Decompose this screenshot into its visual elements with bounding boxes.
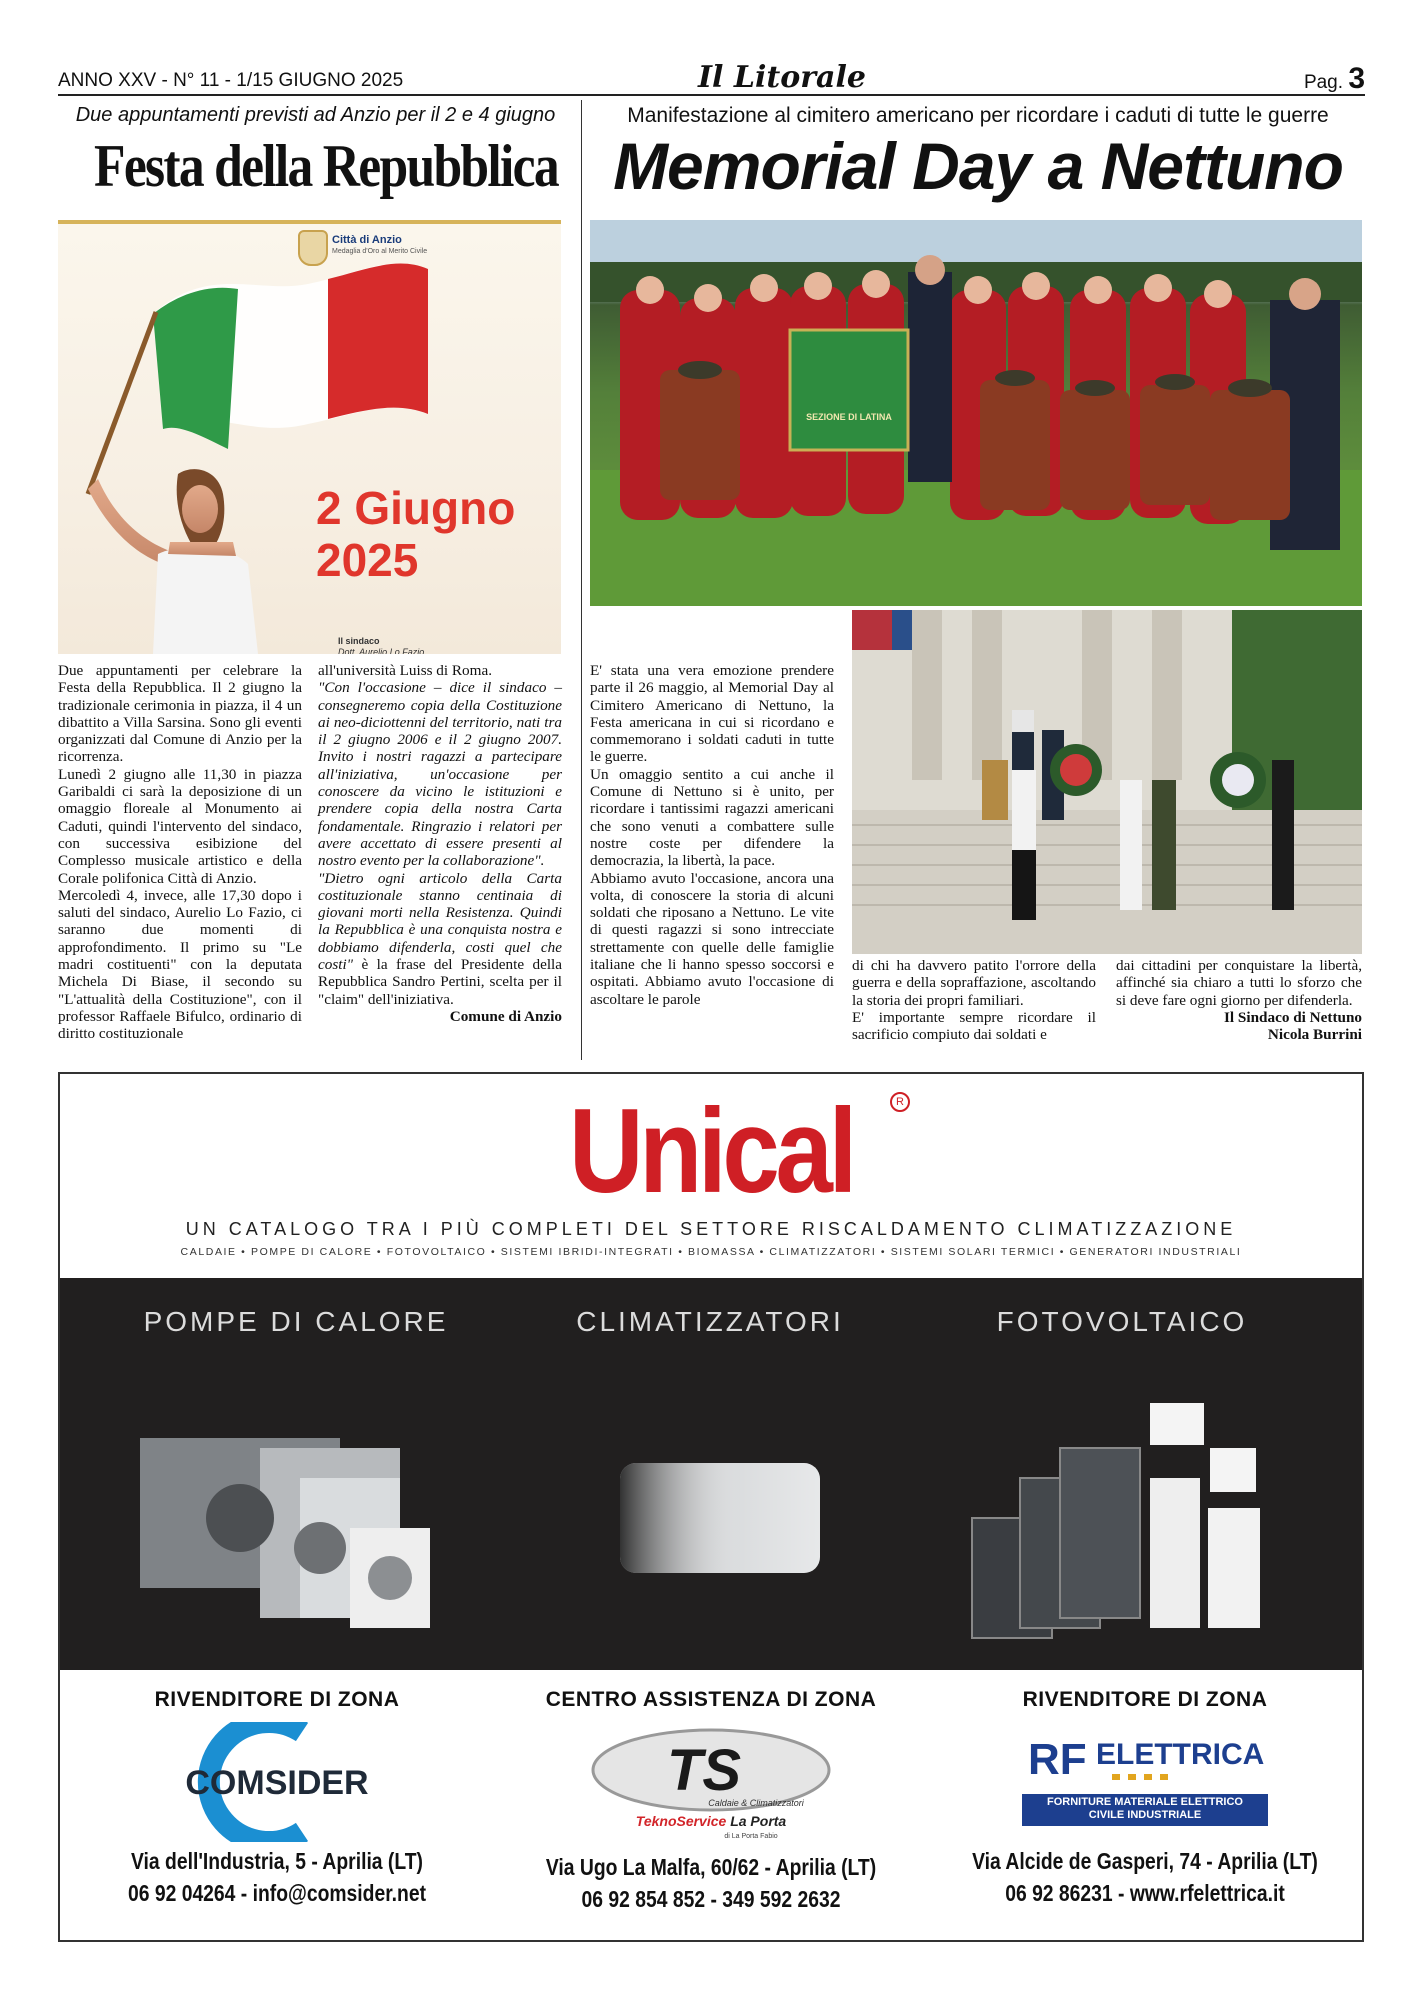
paragraph: E' stata una vera emozione prendere parte il 26 maggio, al Memorial Day al Cimitero Americano di Nettuno, la Festa americana in cui si ricordano e commemorano i soldati caduti in tutte le guerre. xyxy=(590,662,834,766)
dealer-rfelettrica xyxy=(928,1670,1362,1940)
right-headline: Memorial Day a Nettuno xyxy=(613,129,1343,203)
paragraph-mixed xyxy=(318,870,562,1008)
dealer-contact: 06 92 04264 - info@comsider.net xyxy=(127,1880,427,1906)
comsider-logo xyxy=(152,1722,402,1842)
paragraph-quote: "Con l'occasione – dice il sindaco – consegneremo copia della Costituzione ai neo-diciottenni del territorio, nati tra il 2 giugno 2006 e il 2 giugno 2007. Invito i nostri ragazzi a partecipare all'iniziativa, un'occasione per conoscere da vicino le istituzioni e prendere copia della nostra Carta fondamentale. Ringrazio i relatori per avere accettato di essere presenti al nostro evento per la collaborazione". xyxy=(318,679,562,870)
poster-sindaco-name: Dott. Aurelio Lo Fazio xyxy=(338,647,425,654)
ad-subline: CALDAIE • POMPE DI CALORE • FOTOVOLTAICO • SISTEMI IBRIDI-INTEGRATI • BIOMASSA • CLIMATIZZATORI • SISTEMI SOLARI TERMICI • GENERATORI INDUSTRIALI xyxy=(180,1246,1242,1258)
poster-city: Città di Anzio xyxy=(332,234,402,246)
poster-date-line2: 2025 xyxy=(316,534,419,586)
poster-medal: Medaglia d'Oro al Merito Civile xyxy=(332,248,428,255)
quote-text: "Dietro ogni articolo della Carta costituzionale stanno centinaia di giovani morti nella Resistenza. Quindi la Repubblica è una conquista nostra e dobbiamo difenderla, costi quel che costi" xyxy=(318,869,562,974)
product-panel xyxy=(60,1278,1362,1670)
paragraph: Lunedì 2 giugno alle 11,30 in piazza Garibaldi ci sarà la deposizione di un omaggio floreale al Monumento ai Caduti, quindi l'intervento del sindaco, con successiva esibizione del Complesso musicale artistico e della Corale polifonica Città di Anzio. xyxy=(58,765,302,887)
poster-date-line1: 2 Giugno xyxy=(316,482,516,534)
page-header xyxy=(58,60,1365,96)
poster-sindaco xyxy=(338,636,424,654)
teknoservice-logo xyxy=(586,1720,836,1844)
masthead: Il Litorale xyxy=(698,60,866,95)
category-photovoltaic: FOTOVOLTAICO xyxy=(996,1306,1248,1337)
paragraph: E' importante sempre ricordare il sacrificio compiuto dai soldati e xyxy=(852,1008,1096,1044)
right-column-2 xyxy=(852,957,1096,1043)
column-divider xyxy=(581,100,582,1060)
dealer-heading: RIVENDITORE DI ZONA xyxy=(154,1688,400,1711)
ad-tagline: UN CATALOGO TRA I PIÙ COMPLETI DEL SETTORE RISCALDAMENTO CLIMATIZZAZIONE xyxy=(185,1219,1237,1239)
heat-pump-icon xyxy=(140,1438,430,1628)
rf-logo-sub: FORNITURE MATERIALE ELETTRICO CIVILE INDUSTRIALE xyxy=(1047,1796,1243,1821)
unical-logo: Unical xyxy=(569,1084,853,1218)
rf-logo-mark: RF xyxy=(1028,1735,1087,1784)
left-kicker: Due appuntamenti previsti ad Anzio per il 2 e 4 giugno xyxy=(75,104,556,126)
products-illustration xyxy=(60,1278,1362,1670)
paragraph: Due appuntamenti per celebrare la Festa della Repubblica. Il 2 giugno la tradizionale cerimonia in piazza, il 4 un dibattito a Villa Sarsina. Sono gli eventi organizzati dal Comune di Anzio per la ricorrenza. xyxy=(58,662,302,766)
ts-name-a: TeknoService xyxy=(635,1813,727,1829)
page-number-value: 3 xyxy=(1348,62,1365,95)
dealer-contact: 06 92 854 852 - 349 592 2632 xyxy=(581,1886,841,1912)
air-conditioner-icon xyxy=(620,1463,820,1573)
left-column-1 xyxy=(58,662,302,1043)
category-air-conditioners: CLIMATIZZATORI xyxy=(576,1306,844,1337)
ceremony-photo xyxy=(852,610,1362,954)
paragraph: dai cittadini per conquistare la libertà, affinché sia chiaro a tutti lo sforzo che si deve fare ogni giorno per difenderla. xyxy=(1116,957,1362,1009)
paragraph: Abbiamo avuto l'occasione, ancora una volta, di conoscere la storia di alcuni soldati che riposano a Nettuno. Le vite di questi ragazzi si sono intrecciate strettamente con quelle delle famiglie italiane che li hanno spesso soccorsi e ospitati. Abbiamo avuto l'occasione di ascoltare le parole xyxy=(590,869,834,1008)
ceremony-photo-illustration xyxy=(852,610,1362,954)
issue-info: ANNO XXV - N° 11 - 1/15 GIUGNO 2025 xyxy=(58,70,404,91)
ts-logo-text: TS xyxy=(666,1738,742,1803)
right-column-3 xyxy=(1116,957,1362,1043)
registered-icon: R xyxy=(890,1092,910,1112)
dealer-heading: RIVENDITORE DI ZONA xyxy=(1022,1688,1268,1711)
poster-date xyxy=(316,482,515,586)
category-heat-pumps: POMPE DI CALORE xyxy=(143,1306,449,1337)
ts-logo-sub: Caldaie & Climatizzatori xyxy=(708,1798,804,1808)
quote-tail: è la frase del Presidente della Repubblica Sandro Pertini, scelta per il "claim" dell'iniziativa. xyxy=(318,956,562,1008)
solar-panel-icon xyxy=(972,1403,1260,1638)
poster-sindaco-label: Il sindaco xyxy=(338,636,380,646)
flag-woman-illustration xyxy=(58,224,561,654)
ts-logo-owner: di La Porta Fabio xyxy=(724,1833,778,1840)
dealer-address: Via dell'Industria, 5 - Aprilia (LT) xyxy=(131,1848,423,1874)
right-signature-line1: Il Sindaco di Nettuno xyxy=(1224,1008,1362,1026)
banner-label: SEZIONE DI LATINA xyxy=(806,412,892,422)
group-photo-illustration xyxy=(590,220,1362,606)
ts-logo-name xyxy=(636,1813,787,1829)
dealer-contact: 06 92 86231 - www.rfelettrica.it xyxy=(1005,1880,1285,1906)
dealers-row xyxy=(60,1670,1362,1940)
right-column-1 xyxy=(590,662,834,1008)
dealer-heading: CENTRO ASSISTENZA DI ZONA xyxy=(545,1688,877,1711)
right-kicker: Manifestazione al cimitero americano per ricordare i caduti di tutte le guerre xyxy=(627,104,1329,127)
dealer-address: Via Ugo La Malfa, 60/62 - Aprilia (LT) xyxy=(545,1854,877,1880)
festa-poster-image xyxy=(58,220,561,654)
paragraph: Un omaggio sentito a cui anche il Comune di Nettuno si è unito, per ricordare i tantissimi ragazzi americani che sono venuti a combattere sulle nostre coste per difendere la democrazia, la libertà, la pace. xyxy=(590,765,834,870)
paragraph: di chi ha davvero patito l'orrore della guerra e della sopraffazione, ascoltando la storia dei propri familiari. xyxy=(852,957,1096,1009)
paragraph: Mercoledì 4, invece, alle 17,30 dopo i saluti del sindaco, Aurelio Lo Fazio, ci saranno due momenti di approfondimento. Il primo su "Le madri costituenti" con la deputata Michela Di Biase, il secondo su "L'attualità della Costituzione", con il professor Raffaele Bifulco, ordinario di diritto costituzionale xyxy=(58,886,302,1043)
unical-advertisement xyxy=(58,1072,1364,1942)
paragraph: all'università Luiss di Roma. xyxy=(318,662,492,679)
comsider-logo-text: COMSIDER xyxy=(185,1764,369,1802)
rf-logo-text: ELETTRICA xyxy=(1096,1738,1265,1771)
right-signature-line2: Nicola Burrini xyxy=(1267,1026,1362,1044)
group-photo xyxy=(590,220,1362,606)
left-signature: Comune di Anzio xyxy=(449,1007,562,1025)
dealer-comsider xyxy=(60,1670,494,1940)
dealer-teknoservice xyxy=(494,1670,928,1940)
page-number xyxy=(1304,62,1365,96)
dealer-address: Via Alcide de Gasperi, 74 - Aprilia (LT) xyxy=(972,1848,1318,1874)
left-headline: Festa della Repubblica xyxy=(94,133,558,199)
page-label: Pag. xyxy=(1303,72,1344,93)
left-column-2 xyxy=(318,662,562,1025)
ts-name-b: La Porta xyxy=(726,1813,787,1829)
